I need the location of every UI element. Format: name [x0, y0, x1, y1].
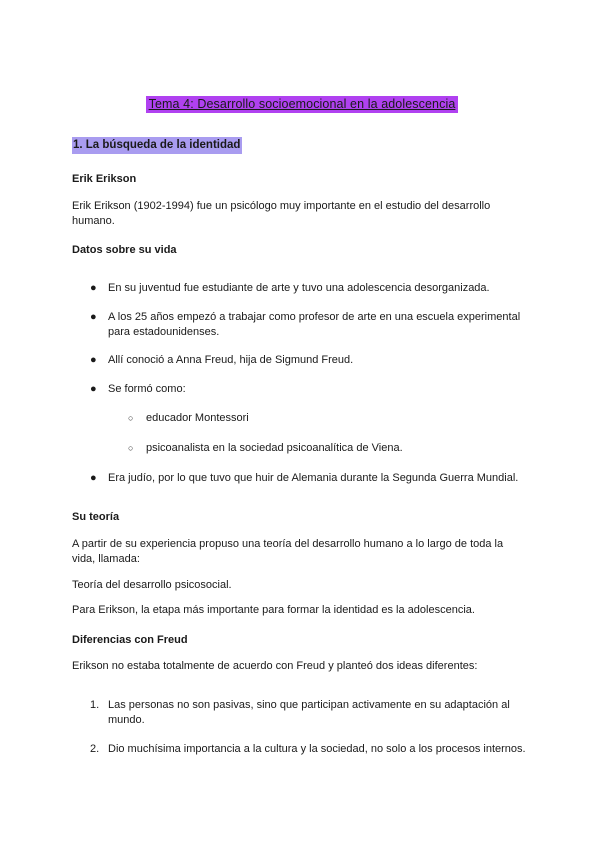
numbered-item-text: Las personas no son pasivas, sino que participan activamente en su adaptación al mundo.	[108, 699, 510, 726]
list-item-text: Era judío, por lo que tuvo que huir de Alemania durante la Segunda Guerra Mundial.	[108, 472, 519, 484]
sub-list-item-text: psicoanalista en la sociedad psicoanalítica de Viena.	[146, 442, 403, 454]
bullet-icon: ●	[90, 383, 97, 395]
bullet-icon: ●	[90, 282, 97, 294]
circle-bullet-icon: ○	[128, 443, 134, 453]
bullet-icon: ●	[90, 354, 97, 366]
document-title: Tema 4: Desarrollo socioemocional en la adolescencia	[146, 96, 459, 113]
title-wrapper	[72, 96, 532, 113]
list-item-text: Allí conoció a Anna Freud, hija de Sigmund Freud.	[108, 354, 354, 366]
subheading-datos: Datos sobre su vida	[72, 244, 177, 256]
teoria-paragraph-2: Para Erikson, la etapa más importante para formar la identidad es la adolescencia.	[72, 604, 475, 616]
circle-bullet-icon: ○	[128, 413, 134, 423]
number-label: 1.	[90, 699, 100, 711]
section-heading: 1. La búsqueda de la identidad	[72, 137, 242, 154]
numbered-item-text: Dio muchísima importancia a la cultura y la sociedad, no solo a los procesos internos.	[108, 743, 526, 755]
sub-list-item-text: educador Montessori	[146, 412, 249, 424]
teoria-name: Teoría del desarrollo psicosocial.	[72, 579, 232, 591]
bullet-icon: ●	[90, 311, 97, 323]
list-item-text: A los 25 años empezó a trabajar como profesor de arte en una escuela experimental para estadounidenses.	[108, 311, 521, 338]
subheading-teoria: Su teoría	[72, 511, 120, 523]
diferencias-paragraph: Erikson no estaba totalmente de acuerdo con Freud y planteó dos ideas diferentes:	[72, 660, 478, 672]
teoria-paragraph: A partir de su experiencia propuso una teoría del desarrollo humano a lo largo de toda la vida, llamada:	[72, 538, 504, 565]
subheading-erik-erikson: Erik Erikson	[72, 173, 137, 185]
number-label: 2.	[90, 743, 100, 755]
intro-paragraph: Erik Erikson (1902-1994) fue un psicólogo muy importante en el estudio del desarrollo humano.	[72, 200, 491, 227]
bullet-icon: ●	[90, 472, 97, 484]
list-item-text: Se formó como:	[108, 383, 186, 395]
list-item-text: En su juventud fue estudiante de arte y tuvo una adolescencia desorganizada.	[108, 282, 490, 294]
subheading-diferencias: Diferencias con Freud	[72, 634, 188, 646]
